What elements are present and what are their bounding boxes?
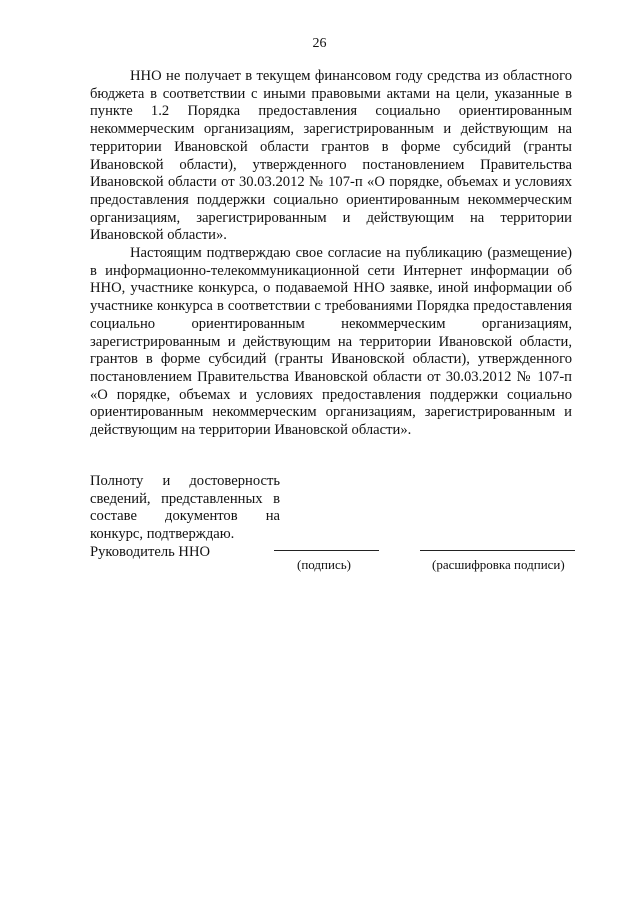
signature-line: [274, 550, 379, 551]
paragraph-publication-consent: Настоящим подтверждаю свое согласие на публикацию (размещение) в информационно-телекоммуникационной сети Интернет информации об ННО, участнике конкурса, о подаваемой ННО заявке, иной информации об участнике конкурса в соответствии с требованиями Порядка предоставления социально ориентированным некоммерческим организациям, зарегистрированным и действующим на территории Ивановской области, грантов в форме субсидий (гранты Ивановской области), утвержденного постановлением Правительства Ивановской области от 30.03.2012 № 107-п «О порядке, объемах и условиях предоставления поддержки социально ориентированным некоммерческим организациям, зарегистрированным и действующим на территории Ивановской области».: [90, 245, 572, 439]
confirmation-block: [90, 473, 280, 544]
signature-decoding-line: [420, 550, 575, 551]
paragraph-funding-statement: ННО не получает в текущем финансовом году средства из областного бюджета в соответствии с иными правовыми актами на цели, указанные в пункте 1.2 Порядка предоставления социально ориентированным некоммерческим организациям, зарегистрированным и действующим на территории Ивановской области грантов в форме субсидий (гранты Ивановской области), утвержденного постановлением Правительства Ивановской области от 30.03.2012 № 107-п «О порядке, объемах и условиях предоставления поддержки социально ориентированным некоммерческим организациям, зарегистрированным и действующим на территории Ивановской области».: [90, 68, 572, 244]
head-label: Руководитель ННО: [90, 544, 211, 560]
confirmation-text: Полноту и достоверность сведений, представленных в составе документов на конкурс, подтверждаю.: [90, 473, 280, 543]
document-body: [90, 68, 572, 440]
signature-caption: (подпись): [297, 557, 351, 572]
signature-decoding-caption: (расшифровка подписи): [432, 557, 565, 572]
page-number: 26: [312, 36, 327, 51]
